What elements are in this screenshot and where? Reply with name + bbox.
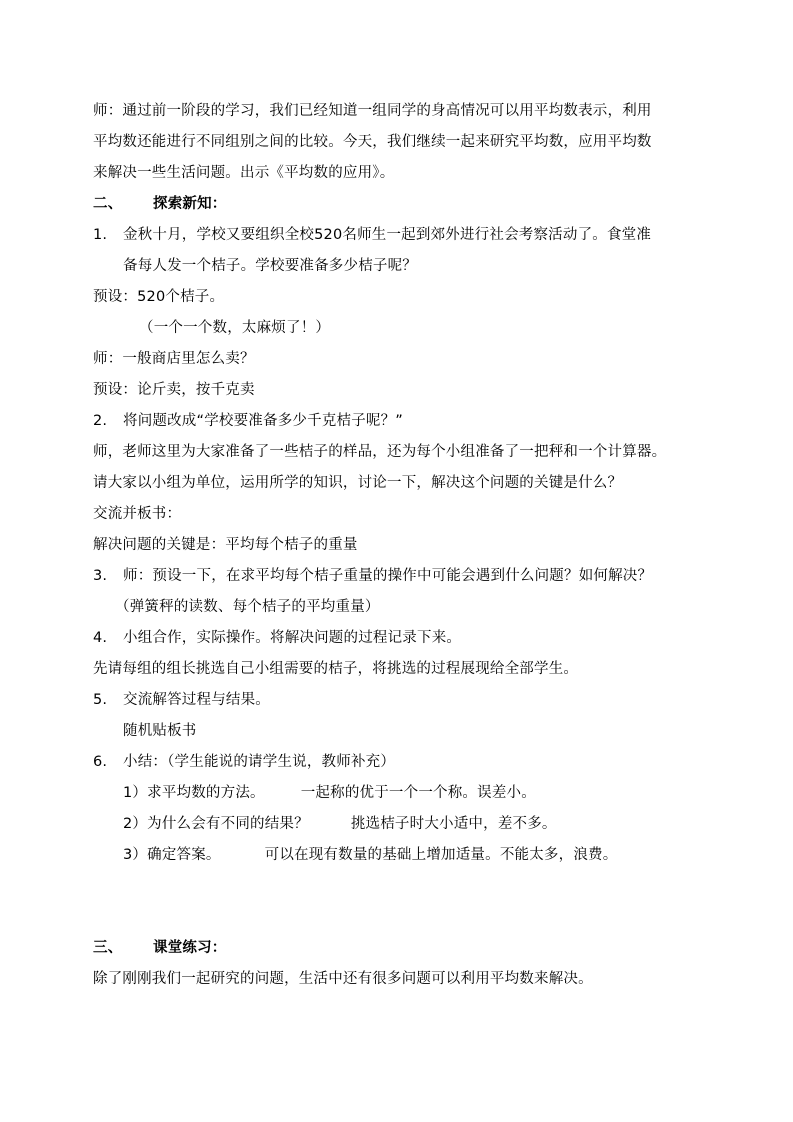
- summary-label: 2）为什么会有不同的结果？: [123, 816, 309, 832]
- summary-label: 1）求平均数的方法。: [123, 785, 265, 801]
- step-3-note: （弹簧秤的读数、每个桔子的平均重量）: [115, 599, 380, 615]
- step-text: 小组合作，实际操作。将解决问题的过程记录下来。: [123, 630, 462, 646]
- step-2: [93, 406, 713, 437]
- step-text: 金秋十月，学校又要组织全校520名师生一起到郊外进行社会考察活动了。食堂准: [123, 227, 652, 243]
- key-point: 解决问题的关键是：平均每个桔子的重量: [93, 537, 358, 553]
- aside-remark: （一个一个数，太麻烦了！）: [139, 320, 331, 336]
- preset-answer: 预设：论斤卖，按千克卖: [93, 382, 255, 398]
- step-text: 交流解答过程与结果。: [123, 692, 270, 708]
- summary-label: 3）确定答案。: [123, 847, 221, 863]
- section-number: 三、: [93, 940, 123, 956]
- step-text: 师：预设一下，在求平均每个桔子重量的操作中可能会遇到什么问题？如何解决？: [123, 568, 653, 584]
- summary-item: [93, 809, 713, 840]
- summary-detail: 一起称的优于一个一个称。误差小。: [300, 785, 536, 801]
- section-title: 探索新知：: [153, 196, 227, 212]
- intro-line: 师：通过前一阶段的学习，我们已经知道一组同学的身高情况可以用平均数表示，利用: [93, 103, 652, 119]
- intro-line: 来解决一些生活问题。出示《平均数的应用》。: [93, 165, 395, 181]
- step-number: 4.: [93, 630, 108, 646]
- board-note: 交流并板书：: [93, 506, 182, 522]
- step-number: 5.: [93, 692, 108, 708]
- step-1-continued: 备每人发一个桔子。学校要准备多少桔子呢？: [123, 258, 417, 274]
- step-number: 1.: [93, 227, 108, 243]
- section-heading-3: [93, 933, 713, 964]
- step-number: 6.: [93, 754, 108, 770]
- step-4: [93, 623, 713, 654]
- practice-intro: 除了刚刚我们一起研究的问题，生活中还有很多问题可以利用平均数来解决。: [93, 971, 593, 987]
- step-5: [93, 685, 713, 716]
- section-spacer: [93, 871, 713, 933]
- teacher-instruction: 师，老师这里为大家准备了一些桔子的样品，还为每个小组准备了一把秤和一个计算器。: [93, 444, 667, 460]
- teacher-question: 师：一般商店里怎么卖？: [93, 351, 255, 367]
- intro-line: 平均数还能进行不同组别之间的比较。今天，我们继续一起来研究平均数，应用平均数: [93, 134, 652, 150]
- step-4-note: 先请每组的组长挑选自己小组需要的桔子，将挑选的过程展现给全部学生。: [93, 661, 579, 677]
- section-heading-2: [93, 189, 713, 220]
- section-title: 课堂练习：: [153, 940, 227, 956]
- step-5-note: 随机贴板书: [123, 723, 197, 739]
- step-1: [93, 220, 713, 251]
- summary-detail: 挑选桔子时大小适中，差不多。: [350, 816, 557, 832]
- step-text: 小结：（学生能说的请学生说，教师补充）: [123, 754, 396, 770]
- step-3: [93, 561, 713, 592]
- summary-detail: 可以在现有数量的基础上增加适量。不能太多，浪费。: [264, 847, 618, 863]
- teacher-instruction: 请大家以小组为单位，运用所学的知识，讨论一下，解决这个问题的关键是什么？: [93, 475, 623, 491]
- summary-item: [93, 778, 713, 809]
- preset-answer: 预设：520个桔子。: [93, 289, 225, 305]
- summary-item: [93, 840, 713, 871]
- step-number: 2.: [93, 413, 108, 429]
- lesson-content: [93, 96, 713, 995]
- step-6: [93, 747, 713, 778]
- step-text: 将问题改成“学校要准备多少千克桔子呢？”: [123, 413, 404, 429]
- section-number: 二、: [93, 196, 123, 212]
- step-number: 3.: [93, 568, 108, 584]
